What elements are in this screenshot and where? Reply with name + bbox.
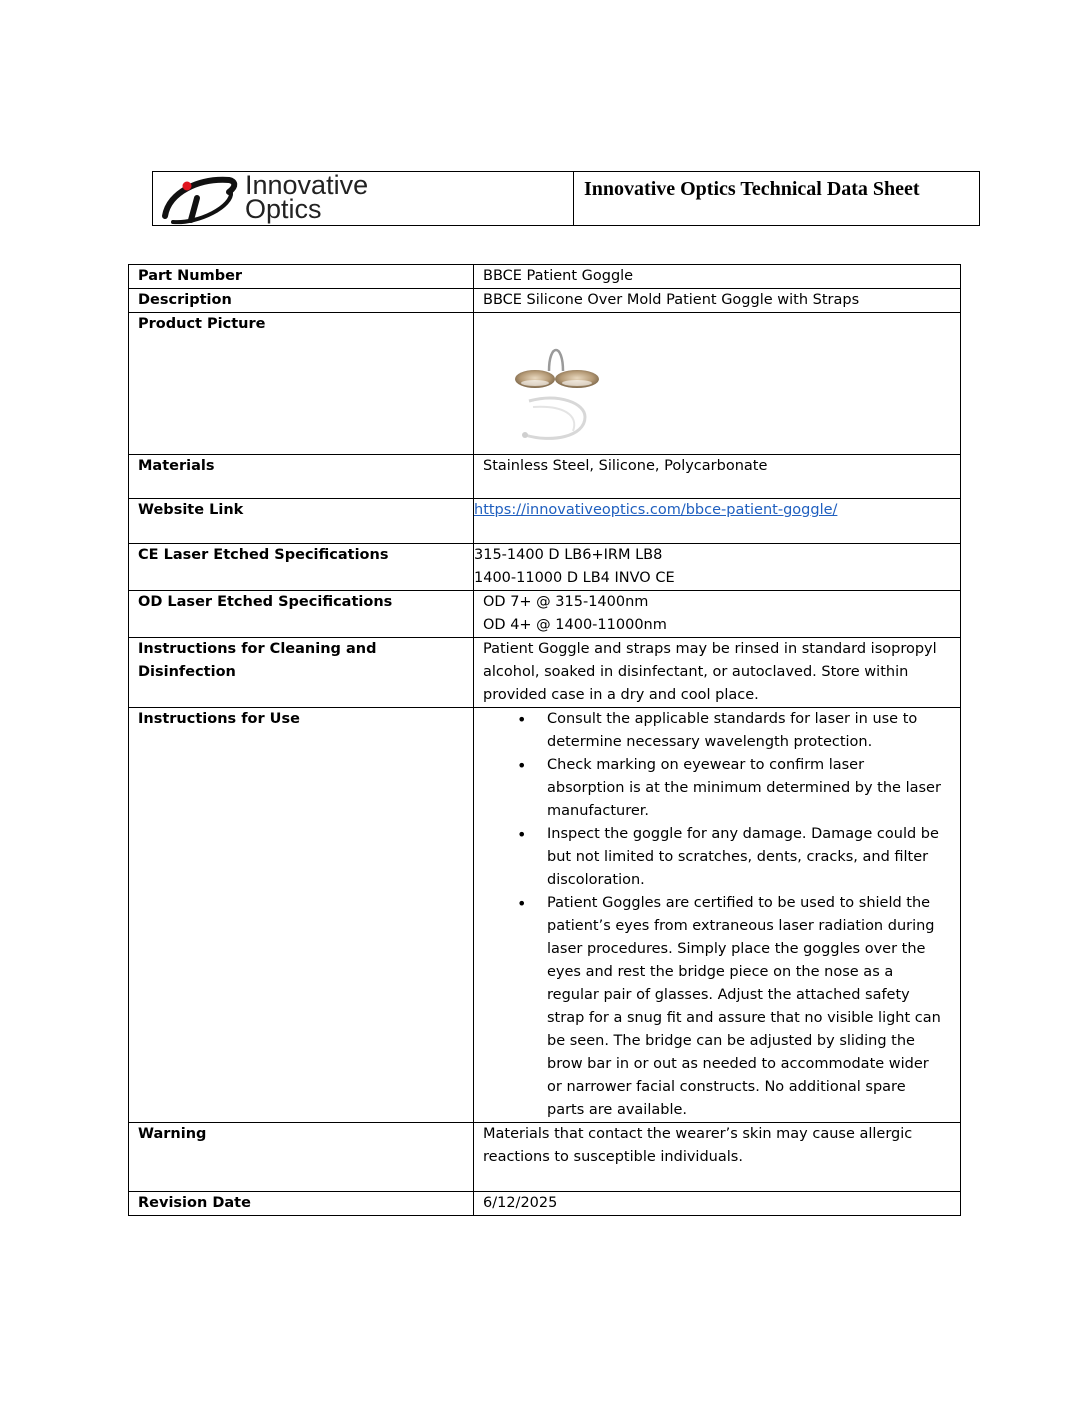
label-description: Description bbox=[129, 289, 474, 313]
use-instruction-item: • Patient Goggles are certified to be used to shield the patient’s eyes from extraneous laser radiation during laser procedures. Simply place the goggles over the eyes and rest the bridge piece on the nose as a regular pair of glasses. Adjust the attached safety strap for a snug fit and assure that no visible light can be seen. The bridge can be adjusted by sliding the brow bar in or out as needed to accommodate wider or narrower facial constructs. No additional spare parts are available. bbox=[547, 892, 951, 1122]
sheet-title: Innovative Optics Technical Data Sheet bbox=[584, 178, 920, 200]
row-website-link bbox=[129, 499, 961, 544]
product-picture-cell bbox=[474, 313, 961, 455]
row-materials bbox=[129, 455, 961, 499]
use-instructions-list bbox=[483, 708, 951, 1122]
row-description bbox=[129, 289, 961, 313]
row-cleaning bbox=[129, 638, 961, 708]
label-cleaning: Instructions for Cleaning and Disinfection bbox=[129, 638, 474, 708]
value-od-specs bbox=[474, 591, 961, 638]
label-od-specs: OD Laser Etched Specifications bbox=[129, 591, 474, 638]
title-cell bbox=[574, 172, 979, 225]
logo-mark-icon bbox=[159, 172, 249, 227]
website-link[interactable]: https://innovativeoptics.com/bbce-patient-goggle/ bbox=[474, 502, 838, 518]
label-materials: Materials bbox=[129, 455, 474, 499]
value-cleaning: Patient Goggle and straps may be rinsed in standard isopropyl alcohol, soaked in disinfectant, or autoclaved. Store within provided case in a dry and cool place. bbox=[474, 638, 961, 708]
value-website-link-cell bbox=[474, 499, 961, 544]
use-instruction-item: • Check marking on eyewear to confirm laser absorption is at the minimum determined by the laser manufacturer. bbox=[547, 754, 951, 823]
use-instruction-item: • Consult the applicable standards for laser in use to determine necessary wavelength protection. bbox=[547, 708, 951, 754]
value-part-number: BBCE Patient Goggle bbox=[474, 265, 961, 289]
value-instructions-for-use bbox=[474, 708, 961, 1123]
value-revision-date: 6/12/2025 bbox=[474, 1192, 961, 1216]
ce-spec-line-2: 1400-11000 D LB4 INVO CE bbox=[474, 570, 675, 586]
spec-table bbox=[128, 264, 961, 1216]
label-ce-specs: CE Laser Etched Specifications bbox=[129, 544, 474, 591]
value-description: BBCE Silicone Over Mold Patient Goggle with Straps bbox=[474, 289, 961, 313]
row-product-picture bbox=[129, 313, 961, 455]
label-warning: Warning bbox=[129, 1123, 474, 1192]
product-image bbox=[489, 313, 629, 453]
company-logo bbox=[153, 172, 574, 225]
label-product-picture: Product Picture bbox=[129, 313, 474, 455]
row-revision-date bbox=[129, 1192, 961, 1216]
value-warning: Materials that contact the wearer’s skin may cause allergic reactions to susceptible individuals. bbox=[474, 1123, 961, 1192]
row-od-specs bbox=[129, 591, 961, 638]
label-instructions-for-use: Instructions for Use bbox=[129, 708, 474, 1123]
od-spec-line-2: OD 4+ @ 1400-11000nm bbox=[483, 617, 667, 633]
row-ce-specs bbox=[129, 544, 961, 591]
row-instructions-for-use bbox=[129, 708, 961, 1123]
label-part-number: Part Number bbox=[129, 265, 474, 289]
label-revision-date: Revision Date bbox=[129, 1192, 474, 1216]
use-instruction-item: • Inspect the goggle for any damage. Damage could be but not limited to scratches, dents, cracks, and filter discoloration. bbox=[547, 823, 951, 892]
label-website-link: Website Link bbox=[129, 499, 474, 544]
od-spec-line-1: OD 7+ @ 315-1400nm bbox=[483, 594, 649, 610]
row-warning bbox=[129, 1123, 961, 1192]
logo-word-innovative: Innovative bbox=[245, 170, 369, 200]
row-part-number bbox=[129, 265, 961, 289]
logo-word-optics: Optics bbox=[245, 194, 322, 224]
ce-spec-line-1: 315-1400 D LB6+IRM LB8 bbox=[474, 547, 663, 563]
value-ce-specs bbox=[474, 544, 961, 591]
value-materials: Stainless Steel, Silicone, Polycarbonate bbox=[474, 455, 961, 499]
document-header bbox=[152, 171, 980, 226]
